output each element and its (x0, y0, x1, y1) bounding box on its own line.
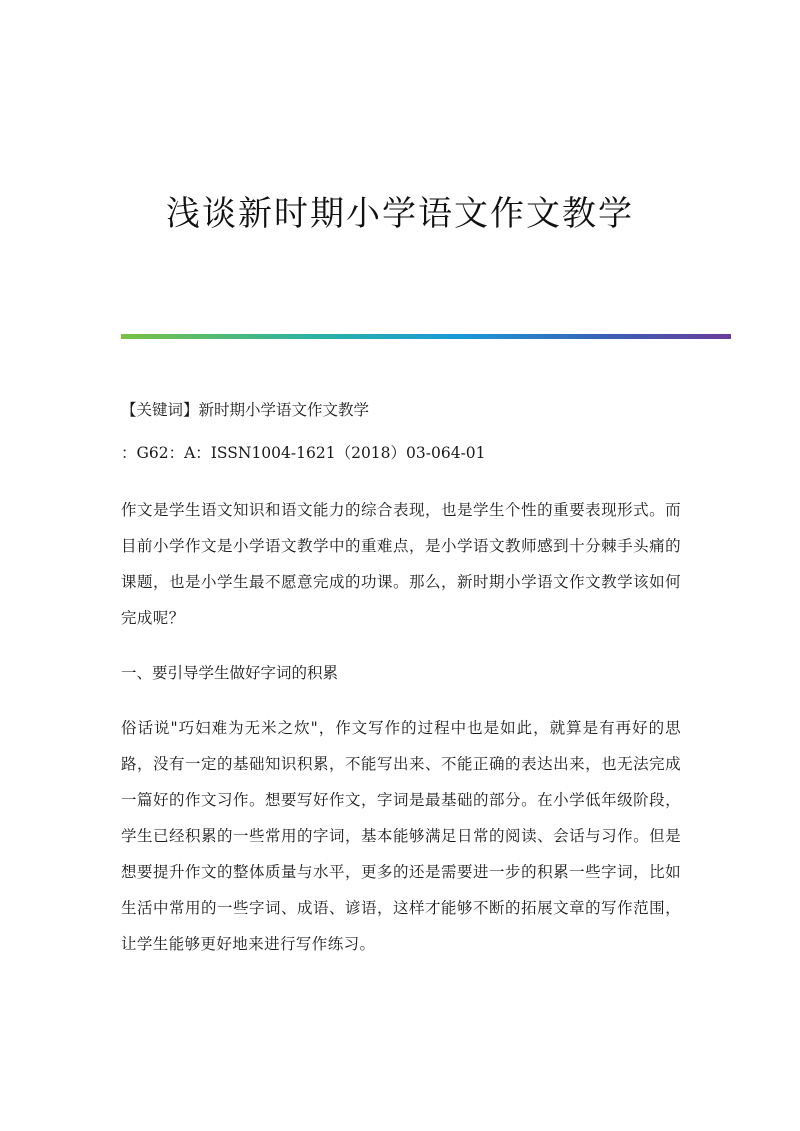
document-body (121, 400, 681, 962)
document-title: 浅谈新时期小学语文作文教学 (166, 194, 634, 234)
paragraph-intro: 作文是学生语文知识和语文能力的综合表现，也是学生个性的重要表现形式。而目前小学作文是小学语文教学中的重难点，是小学语文教师感到十分棘手头痛的课题，也是小学生最不愿意完成的功课。那么，新时期小学语文作文教学该如何完成呢？ (121, 501, 681, 627)
section-heading: 一、要引导学生做好字词的积累 (121, 664, 339, 682)
keywords-value: 新时期小学语文作文教学 (198, 401, 370, 419)
paragraph-section1: 俗话说"巧妇难为无米之炊"，作文写作的过程中也是如此，就算是有再好的思路，没有一定的基础知识积累，不能写出来、不能正确的表达出来，也无法完成一篇好的作文习作。想要写好作文，字词是最基础的部分。在小学低年级阶段，学生已经积累的一些常用的字词，基本能够满足日常的阅读、会话与习作。但是想要提升作文的整体质量与水平，更多的还是需要进一步的积累一些字词，比如生活中常用的一些字词、成语、谚语，这样才能够不断的拓展文章的写作范围，让学生能够更好地来进行写作练习。 (121, 719, 681, 953)
classification-line: ：G62：A：ISSN1004-1621（2018）03-064-01 (121, 444, 486, 462)
title-divider (121, 334, 731, 339)
keywords-label: 【关键词】 (121, 401, 199, 419)
keywords-line (121, 400, 681, 420)
